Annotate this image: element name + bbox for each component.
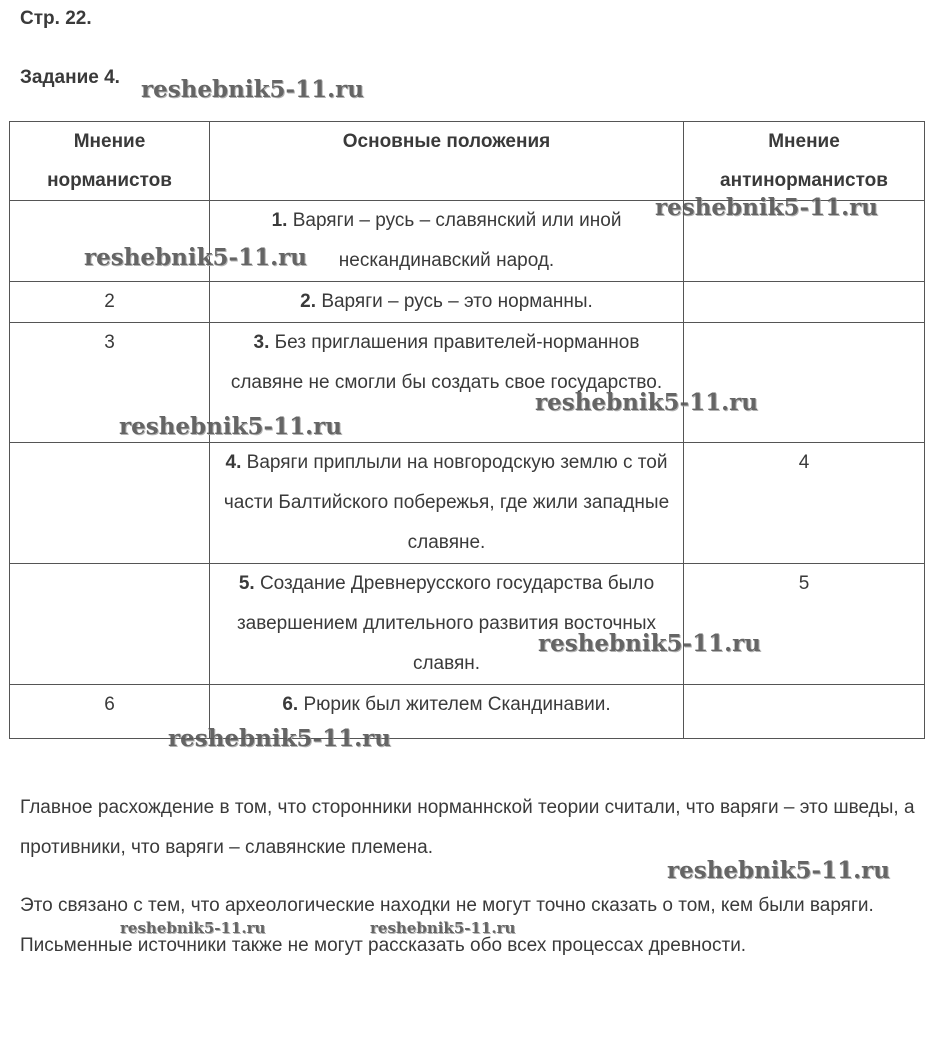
statement-text: Без приглашения правителей-норманнов славяне не смогли бы создать свое государство. [230,332,663,393]
statement-cell [210,282,684,323]
statement-number: 6. [282,694,299,715]
antinormanist-cell: 5 [684,564,925,685]
antinormanist-cell [684,685,925,739]
antinormanist-cell [684,323,925,443]
header-antinormanists: Мнение антинорманистов [684,122,925,201]
table-row [10,282,925,323]
header-main-points: Основные положения [210,122,684,201]
normanist-cell [10,564,210,685]
statement-cell [210,443,684,564]
watermark: reshebnik5-11.ru [84,244,307,271]
statement-text: Варяги – русь – это норманны. [321,291,593,312]
normanist-cell: 6 [10,685,210,739]
statement-cell [210,564,684,685]
table-row [10,685,925,739]
page-reference: Стр. 22. [20,8,92,29]
answer-paragraph-1: Главное расхождение в том, что сторонники норманнской теории считали, что варяги – это шведы, а противники, что варяги – славянские племена. [20,797,915,858]
normanist-cell: 2 [10,282,210,323]
watermark: reshebnik5-11.ru [655,194,878,221]
statement-text: Создание Древнерусского государства было завершением длительного развития восточных славян. [236,573,657,674]
statement-text: Варяги – русь – славянский или иной нескандинавский народ. [292,210,622,271]
watermark: reshebnik5-11.ru [119,413,342,440]
antinormanist-cell: 4 [684,443,925,564]
statement-number: 1. [271,210,288,231]
watermark: reshebnik5-11.ru [667,857,890,884]
table-row [10,564,925,685]
answer-paragraph-2: Это связано с тем, что археологические находки не могут точно сказать о том, кем были варяги. Письменные источники также не могут рассказать обо всех процессах древности. [20,895,874,956]
normanist-cell [10,443,210,564]
statement-number: 5. [238,573,255,594]
watermark: reshebnik5-11.ru [538,630,761,657]
table-header-row [10,122,925,201]
watermark: reshebnik5-11.ru [370,919,516,937]
header-normanists: Мнение норманистов [10,122,210,201]
normanist-cell: 3 [10,323,210,443]
antinormanist-cell [684,282,925,323]
statement-number: 2. [300,291,317,312]
table-row [10,443,925,564]
statement-number: 3. [253,332,270,353]
statement-number: 4. [225,452,242,473]
watermark: reshebnik5-11.ru [120,919,266,937]
statement-text: Рюрик был жителем Скандинавии. [303,694,611,715]
statement-text: Варяги приплыли на новгородскую землю с той части Балтийского побережья, где жили западные славяне. [223,452,670,553]
task-title: Задание 4. [20,67,120,88]
watermark: reshebnik5-11.ru [168,725,391,752]
watermark: reshebnik5-11.ru [141,76,364,103]
watermark: reshebnik5-11.ru [535,389,758,416]
